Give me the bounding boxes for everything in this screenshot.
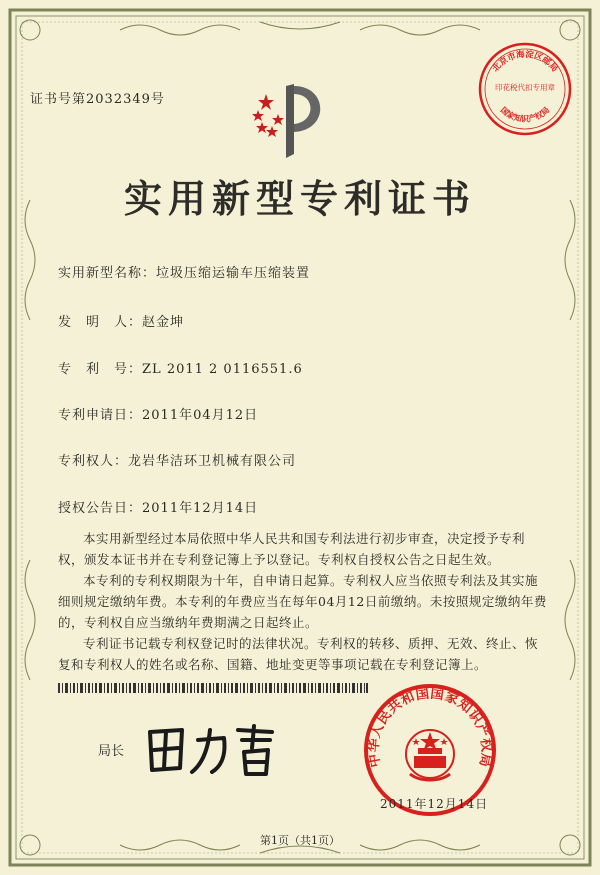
patent-number-row bbox=[58, 358, 303, 377]
announcement-date-row bbox=[58, 497, 258, 516]
inventor-row bbox=[58, 311, 184, 330]
seal-text: 中华人民共和国国家知识产权局 bbox=[365, 685, 495, 769]
sipo-logo-icon bbox=[250, 80, 330, 162]
announcement-date-value: 2011年12月14日 bbox=[142, 501, 259, 516]
body-paragraph-1: 本实用新型经过本局依照中华人民共和国专利法进行初步审查，决定授予专利权，颁发本证书并在专利登记簿上予以登记。专利权自授权公告之日起生效。 bbox=[58, 531, 526, 567]
tax-stamp-inner-text: 印花税代扣专用章 bbox=[495, 83, 555, 92]
tax-stamp-bottom-text: 国家知识产权局 bbox=[498, 104, 552, 124]
page-title: 实用新型专利证书 bbox=[123, 176, 476, 221]
inventor-value: 赵金坤 bbox=[142, 315, 185, 330]
page-number: 第1页（共1页） bbox=[260, 834, 340, 847]
certificate-body bbox=[58, 528, 548, 675]
patent-number-label: 专 利 号： bbox=[58, 362, 143, 377]
barcode bbox=[58, 683, 368, 693]
body-paragraph-3: 专利证书记载专利权登记时的法律状况。专利权的转移、质押、无效、终止、恢复和专利权人的姓名或名称、国籍、地址变更等事项记载在专利登记簿上。 bbox=[58, 636, 539, 672]
tax-stamp-outer-text: 北京市海淀区邮局 bbox=[490, 49, 560, 75]
patent-holder-label: 专利权人： bbox=[58, 454, 129, 469]
issue-date: 2011年12月14日 bbox=[380, 797, 489, 811]
announcement-date-label: 授权公告日： bbox=[58, 501, 143, 516]
utility-model-name-row bbox=[58, 262, 310, 281]
utility-model-name-label: 实用新型名称： bbox=[58, 266, 157, 281]
patent-holder-row bbox=[58, 450, 296, 469]
utility-model-name-value: 垃圾压缩运输车压缩装置 bbox=[156, 266, 311, 281]
filing-date-value: 2011年04月12日 bbox=[142, 408, 259, 423]
filing-date-label: 专利申请日： bbox=[58, 408, 143, 423]
director-signature bbox=[142, 720, 282, 780]
svg-text:国家知识产权局 bbox=[499, 105, 552, 124]
inventor-label: 发 明 人： bbox=[58, 315, 143, 330]
filing-date-row bbox=[58, 404, 258, 423]
director-label: 局长 bbox=[98, 744, 125, 759]
tax-stamp-icon bbox=[476, 40, 574, 138]
patent-number-value: ZL 2011 2 0116551.6 bbox=[142, 362, 303, 377]
body-paragraph-2: 本专利的专利权期限为十年，自申请日起算。专利权人应当依照专利法及其实施细则规定缴纳年费。本专利的年费应当在每年04月12日前缴纳。未按照规定缴纳年费的，专利权自应当缴纳年费期满之日起终止。 bbox=[58, 573, 547, 630]
patent-holder-value: 龙岩华洁环卫机械有限公司 bbox=[128, 454, 297, 469]
certificate-number: 证书号第2032349号 bbox=[30, 92, 165, 107]
